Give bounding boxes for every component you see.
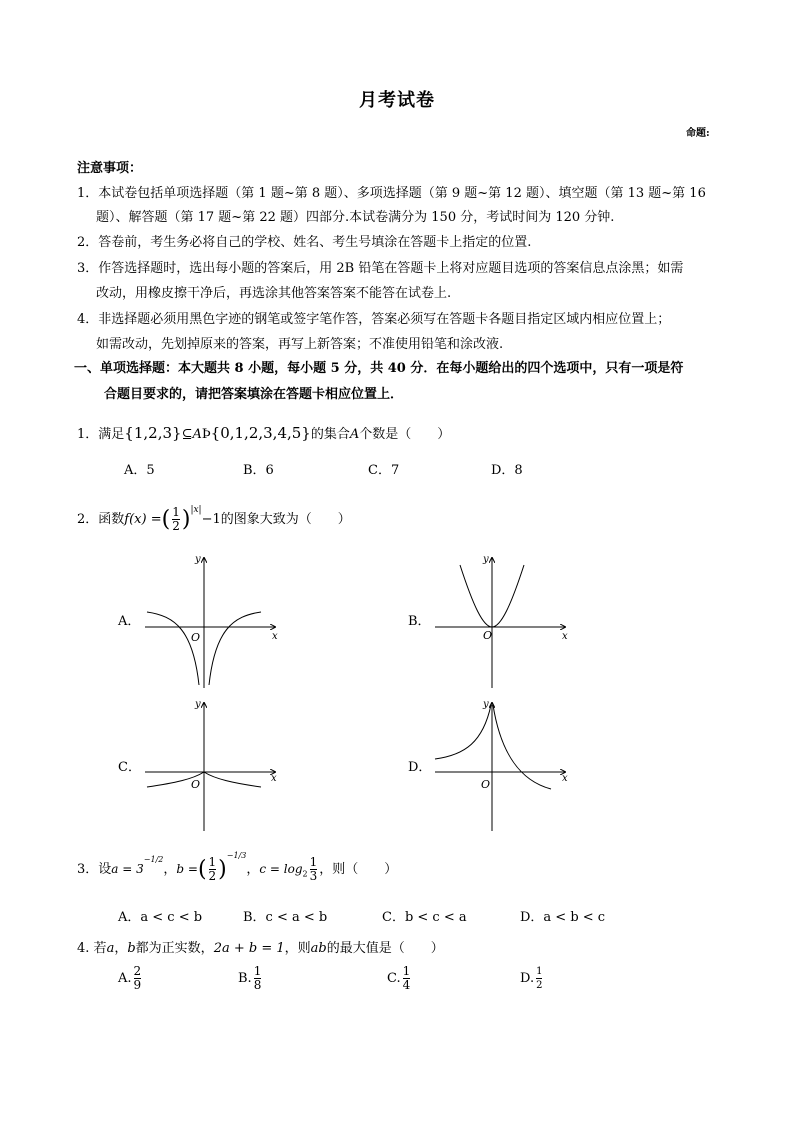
graph-d: [425, 697, 575, 832]
origin-label: O: [191, 631, 201, 644]
curve-left: [435, 705, 491, 759]
notice-item-3: 3．作答选择题时，选出每小题的答案后，用 2B 铅笔在答题卡上将对应题目选项的答案信息点涂黑；如需: [77, 261, 684, 276]
q4-option-d: D. $\frac{1}{2}$: [520, 966, 543, 991]
q3-option-c: C．b < c < a: [382, 910, 467, 925]
q4-option-b: B. $\frac{1}{8}$: [238, 964, 262, 992]
question-2: 2．函数f(x) =( $\frac{1}{2}$ )$^{|x|}$−1的图象大致为（ ）: [77, 504, 351, 533]
notice-item-1-cont: 题）、解答题（第 17 题~第 22 题）四部分.本试卷满分为 150 分，考试时间为 120 分钟.: [96, 210, 615, 225]
q4-option-a: A. $\frac{2}{9}$: [118, 964, 142, 992]
y-label: y: [483, 699, 489, 710]
curve-left: [147, 612, 199, 685]
notice-heading: 注意事项：: [77, 161, 143, 176]
notice-item-1: 1．本试卷包括单项选择题（第 1 题~第 8 题）、多项选择题（第 9 题~第 12 题）、填空题（第 13 题~第 16: [77, 186, 706, 201]
graph-a-label: A．: [118, 614, 141, 629]
origin-label: O: [481, 778, 491, 791]
x-label: x: [562, 773, 568, 784]
origin-label: O: [483, 629, 493, 642]
q1-option-d: D．8: [491, 463, 523, 478]
x-label: x: [271, 773, 277, 784]
graph-b-label: B．: [408, 614, 431, 629]
q1-option-a: A．5: [124, 463, 155, 478]
x-label: x: [272, 631, 278, 642]
origin-label: O: [191, 778, 201, 791]
question-3: 3．设$a = 3^{-1/2}$，b =( $\frac{1}{2}$ )$^{-1/3}$，$c = \log_2$ $\frac{1}{3}$ ，则（ ）: [77, 850, 398, 883]
section-heading-cont: 合题目要求的，请把答案填涂在答题卡相应位置上．: [104, 387, 404, 402]
curve-right: [493, 705, 551, 789]
graph-c-label: C．: [118, 760, 141, 775]
notice-item-3-cont: 改动，用橡皮擦干净后，再选涂其他答案答案不能答在试卷上.: [96, 286, 452, 301]
notice-item-2: 2．答卷前，考生务必将自己的学校、姓名、考生号填涂在答题卡上指定的位置.: [77, 235, 532, 250]
graph-c: [135, 697, 285, 832]
question-1: 1．满足{1,2,3}⊆AÞ{0,1,2,3,4,5}的集合A个数是（ ）: [77, 424, 451, 442]
q3-option-d: D．a < b < c: [520, 910, 606, 925]
q1-option-b: B．6: [243, 463, 274, 478]
graph-b: [425, 550, 575, 690]
y-label: y: [195, 554, 201, 565]
q3-option-b: B．c < a < b: [243, 910, 328, 925]
notice-item-4-cont: 如需改动，先划掉原来的答案，再写上新答案；不准使用铅笔和涂改液.: [96, 337, 504, 352]
notice-item-4: 4．非选择题必须用黑色字迹的钢笔或签字笔作答，答案必须写在答题卡各题目指定区域内相应位置上；: [77, 312, 671, 327]
q3-option-a: A．a < c < b: [118, 910, 203, 925]
page-title: 月考试卷: [359, 90, 435, 111]
curve-right: [209, 612, 261, 685]
x-label: x: [562, 631, 568, 642]
section-heading: 一、单项选择题：本大题共 8 小题，每小题 5 分，共 40 分．在每小题给出的四个选项中，只有一项是符: [74, 361, 684, 376]
y-label: y: [483, 554, 489, 565]
curve-right: [204, 772, 261, 787]
author-label: 命题:: [686, 128, 710, 139]
graph-d-label: D．: [408, 760, 432, 775]
graph-a: [135, 550, 285, 690]
y-label: y: [195, 699, 201, 710]
q4-option-c: C. $\frac{1}{4}$: [387, 964, 411, 992]
q1-option-c: C．7: [368, 463, 400, 478]
question-4: 4. 若a，b都为正实数，2a + b = 1，则ab的最大值是（ ）: [77, 941, 444, 956]
